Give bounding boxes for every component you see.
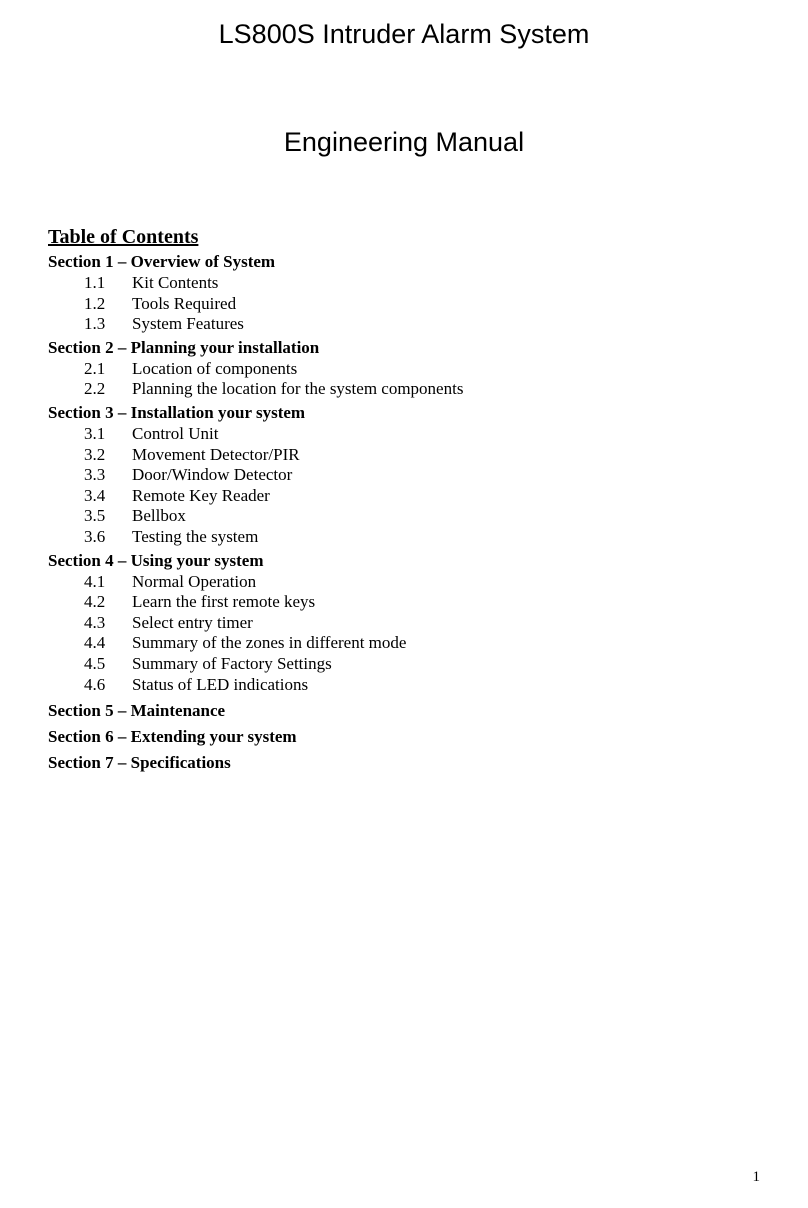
toc-item-number: 4.3 <box>84 612 106 632</box>
table-of-contents <box>48 224 768 773</box>
toc-item-label: Control Unit <box>132 423 219 443</box>
toc-item <box>48 314 768 335</box>
toc-item <box>48 294 768 315</box>
toc-item-label: Remote Key Reader <box>132 485 270 505</box>
toc-item-number: 1.3 <box>84 314 106 334</box>
toc-item-number: 4.1 <box>84 571 106 591</box>
toc-item-list <box>48 273 768 335</box>
toc-item-label: Planning the location for the system components <box>132 379 464 399</box>
toc-item <box>48 465 768 486</box>
toc-item-label: Normal Operation <box>132 571 257 591</box>
toc-item-number: 2.2 <box>84 379 106 399</box>
toc-section-title: Section 2 – Planning your installation <box>48 337 320 357</box>
toc-item-number: 4.4 <box>84 633 106 653</box>
toc-item-number: 3.5 <box>84 506 106 526</box>
toc-section-title: Section 6 – Extending your system <box>48 727 297 747</box>
toc-item <box>48 424 768 445</box>
toc-item-label: Learn the first remote keys <box>132 592 316 612</box>
toc-item-label: Door/Window Detector <box>132 465 293 485</box>
toc-item <box>48 273 768 294</box>
toc-heading: Table of Contents <box>48 226 199 248</box>
toc-item <box>48 486 768 507</box>
toc-item-number: 2.1 <box>84 358 106 378</box>
toc-item <box>48 359 768 380</box>
toc-section-title: Section 3 – Installation your system <box>48 402 306 422</box>
toc-section-title: Section 7 – Specifications <box>48 753 231 773</box>
toc-item-number: 1.1 <box>84 273 106 292</box>
toc-item-label: Bellbox <box>132 506 186 526</box>
page-number: 1 <box>752 1169 760 1185</box>
toc-item-label: Select entry timer <box>132 612 253 632</box>
toc-section-title: Section 5 – Maintenance <box>48 701 226 721</box>
document-title: LS800S Intruder Alarm System <box>218 19 590 49</box>
toc-item-number: 4.2 <box>84 592 106 612</box>
toc-item-number: 3.4 <box>84 485 106 505</box>
toc-item-number: 3.2 <box>84 444 106 464</box>
toc-item <box>48 675 768 696</box>
toc-item-number: 3.6 <box>84 526 106 546</box>
toc-item <box>48 613 768 634</box>
toc-item <box>48 592 768 613</box>
toc-item <box>48 445 768 466</box>
toc-item <box>48 527 768 548</box>
toc-section-title: Section 1 – Overview of System <box>48 252 276 271</box>
toc-item <box>48 633 768 654</box>
toc-item-number: 4.6 <box>84 674 106 694</box>
toc-item-label: Movement Detector/PIR <box>132 444 300 464</box>
toc-item-list <box>48 359 768 400</box>
toc-item-label: Location of components <box>132 358 298 378</box>
toc-item <box>48 379 768 400</box>
toc-item-label: Testing the system <box>132 526 259 546</box>
toc-item-list <box>48 572 768 696</box>
toc-item-number: 1.2 <box>84 293 106 313</box>
toc-item-label: Summary of the zones in different mode <box>132 633 407 653</box>
toc-item-label: Kit Contents <box>132 273 219 292</box>
toc-item-label: Tools Required <box>132 293 237 313</box>
toc-item <box>48 654 768 675</box>
toc-section-title: Section 4 – Using your system <box>48 550 264 570</box>
toc-item-list <box>48 424 768 548</box>
toc-item-number: 3.3 <box>84 465 106 485</box>
toc-item-label: Summary of Factory Settings <box>132 653 332 673</box>
toc-sections <box>48 251 768 773</box>
toc-item-label: System Features <box>132 314 244 334</box>
toc-item <box>48 572 768 593</box>
toc-item-number: 4.5 <box>84 653 106 673</box>
document-subtitle: Engineering Manual <box>283 127 525 157</box>
toc-item <box>48 506 768 527</box>
toc-item-number: 3.1 <box>84 423 106 443</box>
toc-item-label: Status of LED indications <box>132 674 309 694</box>
